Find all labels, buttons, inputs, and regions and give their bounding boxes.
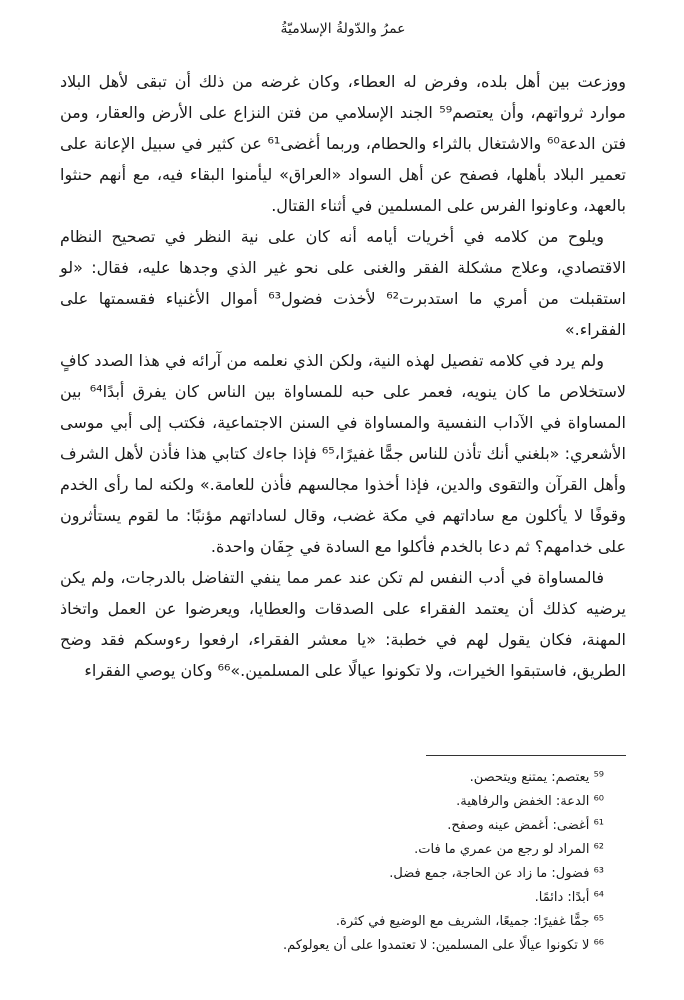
paragraph: ولم يرد في كلامه تفصيل لهذه النية، ولكن الذي نعلمه من آرائه في هذا الصدد كافٍ لاستخلاص ما كان ينويه، فعمر على حبه للمساواة بين الناس كان يفرق أبدًا⁶⁴ بين المساواة في الآداب النفسية والمساواة في السنن الاجتماعية، فكتب إلى أبي موسى الأشعري: «بلغني أنك تأذن للناس جمًّا غفيرًا،⁶⁵ فإذا جاءك كتابي هذا فأذن لأهل الشرف وأهل القرآن والتقوى والدين، فإذا أخذوا مجالسهم فأذن للعامة.» ولكنه لما رأى الخدم وقوفًا لا يأكلون مع ساداتهم في مكة غضب، وقال لساداتهم مؤنبًا: ما لقوم يستأثرون على خدامهم؟ ثم دعا بالخدم فأكلوا مع السادة في جِفَان واحدة.: [60, 351, 627, 556]
paragraph: ويلوح من كلامه في أخريات أيامه أنه كان على نية النظر في تصحيح النظام الاقتصادي، وعلاج مشكلة الفقر والغنى على نحو غير الذي وجدها عليه، فقال: «لو استقبلت من أمري ما استدبرت⁶² لأخذت فضول⁶³ أموال الأغنياء فقسمتها على الفقراء.»: [60, 227, 627, 339]
footnote: ⁶⁴ أبدًا: دائمًا.: [534, 890, 604, 905]
paragraph: فالمساواة في أدب النفس لم تكن عند عمر مما ينفي التفاضل بالدرجات، ولم يكن يرضيه كذلك أن يعتمد الفقراء على الصدقات والعطايا، ويعرضوا عن العمل واتخاذ المهنة، فكان يقول لهم في خطبة: «يا معشر الفقراء، ارفعوا رءوسكم فقد وضح الطريق، فاستبقوا الخيرات، ولا تكونوا عيالًا على المسلمين.»⁶⁶ وكان يوصي الفقراء: [60, 568, 626, 680]
footnote: ⁶⁶ لا تكونوا عيالًا على المسلمين: لا تعتمدوا على أن يعولوكم.: [282, 938, 604, 953]
footnotes: [60, 766, 626, 958]
body-text: [60, 66, 626, 686]
paragraph: ووزعت بين أهل بلده، وفرض له العطاء، وكان غرضه من ذلك أن تبقى لأهل البلاد موارد ثرواتهم، وأن يعتصم⁵⁹ الجند الإسلامي من فتن النزاع على الأرض والعقار، ومن فتن الدعة⁶⁰ والاشتغال بالثراء والحطام، وربما أغضى⁶¹ عن كثير في سبيل الإعانة على تعمير البلاد بأهلها، فصفح عن أهل السواد «العراق» ليأمنوا البقاء فيه، مع أنهم حنثوا بالعهد، وعاونوا الفرس على المسلمين في أثناء القتال.: [60, 72, 627, 215]
footnote: ⁵⁹ يعتصم: يمتنع ويتحصن.: [469, 770, 604, 785]
footnote-divider: [426, 755, 626, 756]
running-head: عمرُ والدّولةُ الإسلاميّةُ: [280, 21, 406, 37]
footnote: ⁶³ فضول: ما زاد عن الحاجة، جمع فضل.: [389, 866, 604, 881]
page: [60, 18, 627, 953]
footnote: ⁶¹ أغضى: أغمض عينه وصفح.: [447, 818, 604, 833]
footnote: ⁶² المراد لو رجع من عمري ما فات.: [414, 842, 604, 857]
footnote: ⁶⁰ الدعة: الخفض والرفاهية.: [456, 794, 604, 809]
footnote: ⁶⁵ جمًّا غفيرًا: جميعًا، الشريف مع الوضيع في كثرة.: [335, 914, 604, 929]
